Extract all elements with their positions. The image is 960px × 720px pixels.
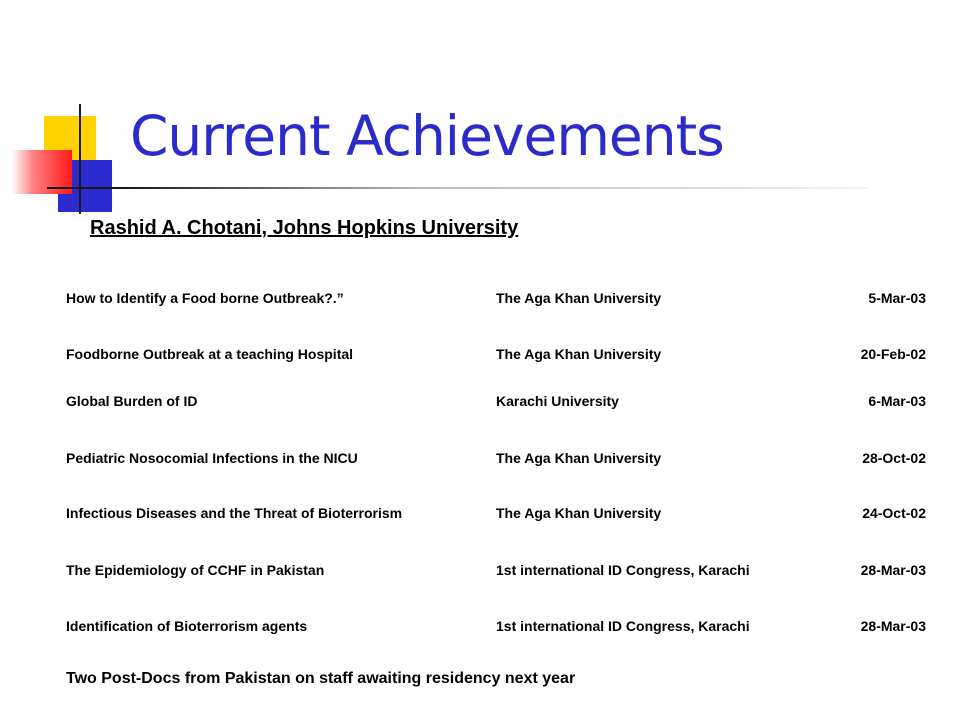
talk-institution: 1st international ID Congress, Karachi — [496, 618, 750, 634]
title-underline-rule — [47, 187, 867, 189]
talk-title: Foodborne Outbreak at a teaching Hospital — [66, 346, 354, 362]
talk-row — [66, 618, 926, 640]
talk-institution: The Aga Khan University — [496, 346, 662, 362]
slide-subtitle: Rashid A. Chotani, Johns Hopkins University — [90, 217, 519, 239]
talk-date: 5-Mar-03 — [868, 290, 926, 306]
decor-vertical-line — [79, 104, 81, 214]
talk-date: 20-Feb-02 — [860, 346, 926, 362]
talk-title: The Epidemiology of CCHF in Pakistan — [66, 562, 325, 578]
talk-institution: The Aga Khan University — [496, 290, 662, 306]
talk-institution: 1st international ID Congress, Karachi — [496, 562, 750, 578]
talk-title: Infectious Diseases and the Threat of Bioterrorism — [66, 505, 403, 521]
talk-date: 6-Mar-03 — [868, 393, 926, 409]
talk-date: 28-Oct-02 — [862, 450, 926, 466]
talk-institution: The Aga Khan University — [496, 505, 662, 521]
talk-row — [66, 505, 926, 527]
talk-date: 24-Oct-02 — [862, 505, 926, 521]
talk-title: Global Burden of ID — [66, 393, 198, 409]
talk-title: Identification of Bioterrorism agents — [66, 618, 308, 634]
talk-row — [66, 562, 926, 584]
talk-date: 28-Mar-03 — [860, 562, 926, 578]
talk-row — [66, 450, 926, 472]
talk-row — [66, 290, 926, 312]
talk-institution: Karachi University — [496, 393, 619, 409]
talk-date: 28-Mar-03 — [860, 618, 926, 634]
talk-row — [66, 393, 926, 415]
talk-title: How to Identify a Food borne Outbreak?.” — [66, 290, 344, 306]
slide-title: Current Achievements — [130, 104, 724, 168]
talk-institution: The Aga Khan University — [496, 450, 662, 466]
talk-row — [66, 346, 926, 368]
slide-footer-note: Two Post-Docs from Pakistan on staff awaiting residency next year — [66, 670, 576, 687]
talk-title: Pediatric Nosocomial Infections in the NICU — [66, 450, 358, 466]
